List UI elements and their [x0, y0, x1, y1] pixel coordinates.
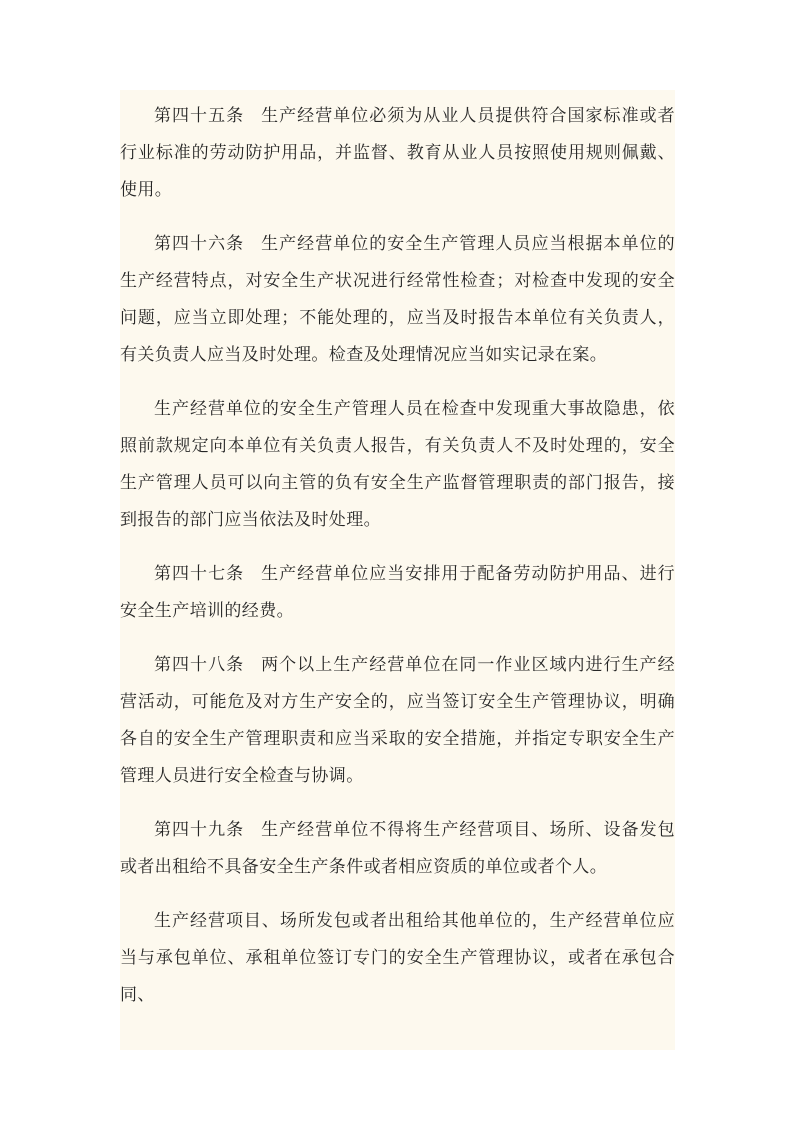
paragraph-article-46: [120, 226, 675, 374]
paragraph-article-48: [120, 647, 675, 795]
paragraph-article-49-clause-2: [120, 903, 675, 1014]
article-text: 生产经营单位的安全生产管理人员应当根据本单位的生产经营特点，对安全生产状况进行经常性检查；对检查中发现的安全问题，应当立即处理；不能处理的，应当及时报告本单位有关负责人，有关负责人应当及时处理。检查及处理情况应当如实记录在案。: [120, 234, 676, 365]
article-text: 生产经营单位的安全生产管理人员在检查中发现重大事故隐患，依照前款规定向本单位有关负责人报告，有关负责人不及时处理的，安全生产管理人员可以向主管的负有安全生产监督管理职责的部门报告，接到报告的部门应当依法及时处理。: [120, 399, 675, 530]
paragraph-article-45: [120, 98, 675, 209]
article-text: 两个以上生产经营单位在同一作业区域内进行生产经营活动，可能危及对方生产安全的，应当签订安全生产管理协议，明确各自的安全生产管理职责和应当采取的安全措施，并指定专职安全生产管理人员进行安全检查与协调。: [120, 655, 676, 786]
article-number: 第四十九条: [154, 820, 245, 840]
article-number: 第四十七条: [154, 564, 245, 584]
article-text: 生产经营项目、场所发包或者出租给其他单位的，生产经营单位应当与承包单位、承租单位签订专门的安全生产管理协议，或者在承包合同、: [120, 911, 675, 1005]
article-text: 生产经营单位应当安排用于配备劳动防护用品、进行安全生产培训的经费。: [120, 564, 676, 621]
paragraph-article-49: [120, 812, 675, 886]
paragraph-article-46-clause-2: [120, 391, 675, 539]
paragraph-article-47: [120, 556, 675, 630]
article-number: 第四十五条: [154, 106, 245, 126]
article-text: 生产经营单位必须为从业人员提供符合国家标准或者行业标准的劳动防护用品，并监督、教育从业人员按照使用规则佩戴、使用。: [120, 106, 676, 200]
article-number: 第四十六条: [154, 234, 245, 254]
article-number: 第四十八条: [154, 655, 245, 675]
article-text: 生产经营单位不得将生产经营项目、场所、设备发包或者出租给不具备安全生产条件或者相应资质的单位或者个人。: [120, 820, 676, 877]
document-page: [120, 90, 675, 1050]
